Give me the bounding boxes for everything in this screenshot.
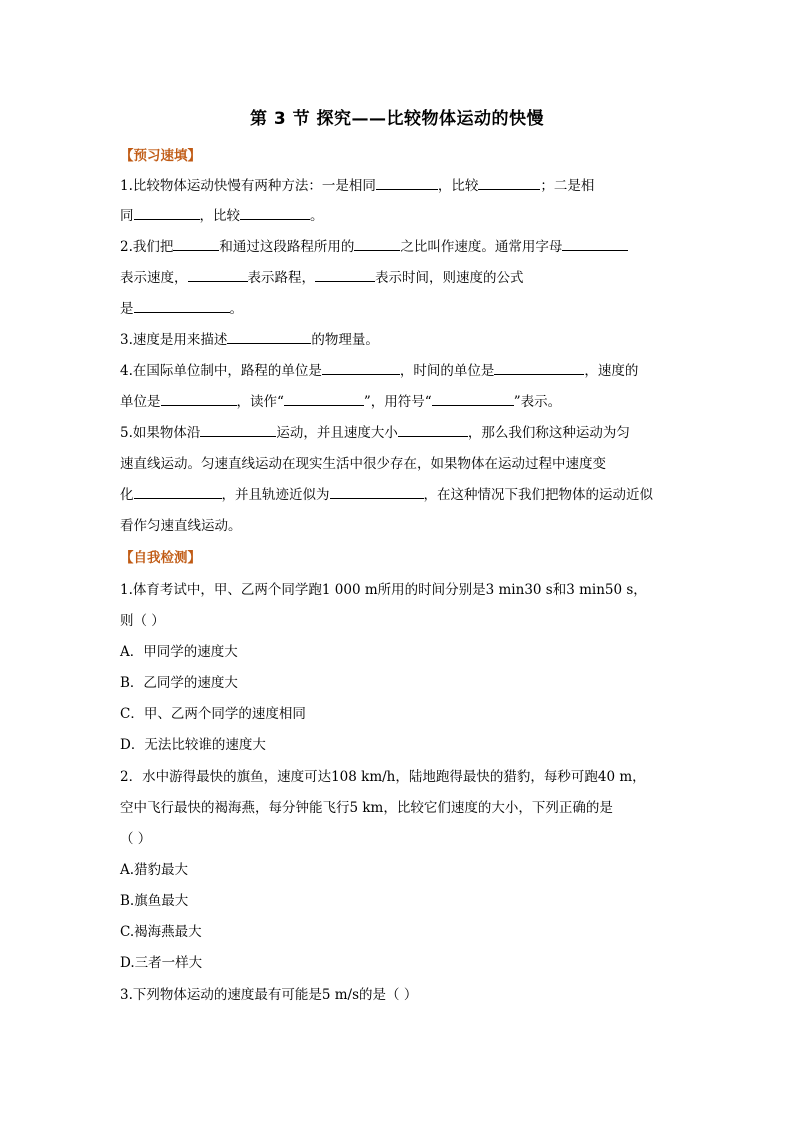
- q5-line1: 5.如果物体沿 运动，并且速度大小 ，那么我们称这种运动为匀: [120, 425, 630, 441]
- t2-option-b: B.旗鱼最大: [120, 893, 189, 909]
- blank[interactable]: [227, 330, 311, 344]
- page-title: 第 3 节 探究——比较物体运动的快慢: [249, 109, 545, 129]
- q4-line2: 单位是 ，读作“ ”，用符号“ ”表示。: [120, 394, 562, 410]
- q5-line3: 化 ，并且轨迹近似为 ，在这种情况下我们把物体的运动近似: [120, 487, 653, 503]
- q5-line2: 速直线运动。匀速直线运动在现实生活中很少存在，如果物体在运动过程中速度变: [120, 456, 606, 472]
- blank[interactable]: [478, 176, 540, 190]
- q4-line1: 4.在国际单位制中，路程的单位是 ，时间的单位是 ，速度的: [120, 363, 639, 379]
- t1-stem-line2: 则（ ）: [120, 613, 165, 629]
- blank[interactable]: [284, 392, 364, 406]
- blank[interactable]: [134, 485, 222, 499]
- blank[interactable]: [398, 423, 468, 437]
- q1-line2: 同 ，比较 。: [120, 208, 324, 224]
- t2-option-c: C.褐海燕最大: [120, 924, 202, 940]
- q1-line1: 1.比较物体运动快慢有两种方法：一是相同 ，比较 ；二是相: [120, 178, 595, 194]
- t1-option-c: C．甲、乙两个同学的速度相同: [120, 706, 306, 722]
- section-heading-preview: 【预习速填】: [120, 148, 201, 164]
- q2-line2: 表示速度， 表示路程， 表示时间，则速度的公式: [120, 270, 524, 286]
- t1-option-b: B．乙同学的速度大: [120, 675, 238, 691]
- blank[interactable]: [188, 268, 248, 282]
- t2-stem-line3: （ ）: [120, 831, 152, 847]
- blank[interactable]: [134, 206, 200, 220]
- blank[interactable]: [240, 206, 310, 220]
- t2-stem-line2: 空中飞行最快的褐海燕，每分钟能飞行5 km，比较它们速度的大小，下列正确的是: [120, 800, 613, 816]
- blank[interactable]: [173, 237, 219, 251]
- blank[interactable]: [376, 176, 438, 190]
- section-heading-selftest: 【自我检测】: [120, 550, 201, 566]
- t1-option-a: A．甲同学的速度大: [120, 644, 238, 660]
- t3-stem: 3.下列物体运动的速度最有可能是5 m/s的是（ ）: [120, 987, 418, 1003]
- q2-line3: 是 。: [120, 301, 243, 317]
- q3-line: 3.速度是用来描述 的物理量。: [120, 332, 379, 348]
- blank[interactable]: [354, 237, 400, 251]
- blank[interactable]: [432, 392, 514, 406]
- blank[interactable]: [161, 392, 237, 406]
- q5-line4: 看作匀速直线运动。: [120, 518, 242, 534]
- q2-line1: 2.我们把 和通过这段路程所用的 之比叫作速度。通常用字母: [120, 237, 680, 257]
- blank[interactable]: [315, 268, 375, 282]
- t1-option-d: D．无法比较谁的速度大: [120, 737, 266, 753]
- blank[interactable]: [134, 299, 230, 313]
- t2-stem-line1: 2．水中游得最快的旗鱼，速度可达108 km/h，陆地跑得最快的猎豹，每秒可跑40 m，: [120, 769, 646, 785]
- blank[interactable]: [322, 361, 400, 375]
- t2-option-d: D.三者一样大: [120, 955, 203, 971]
- blank[interactable]: [330, 485, 424, 499]
- blank[interactable]: [200, 423, 276, 437]
- t2-option-a: A.猎豹最大: [120, 862, 189, 878]
- t1-stem-line1: 1.体育考试中，甲、乙两个同学跑1 000 m所用的时间分别是3 min30 s和3 min50 s，: [120, 582, 647, 598]
- blank[interactable]: [562, 237, 628, 251]
- blank[interactable]: [494, 361, 584, 375]
